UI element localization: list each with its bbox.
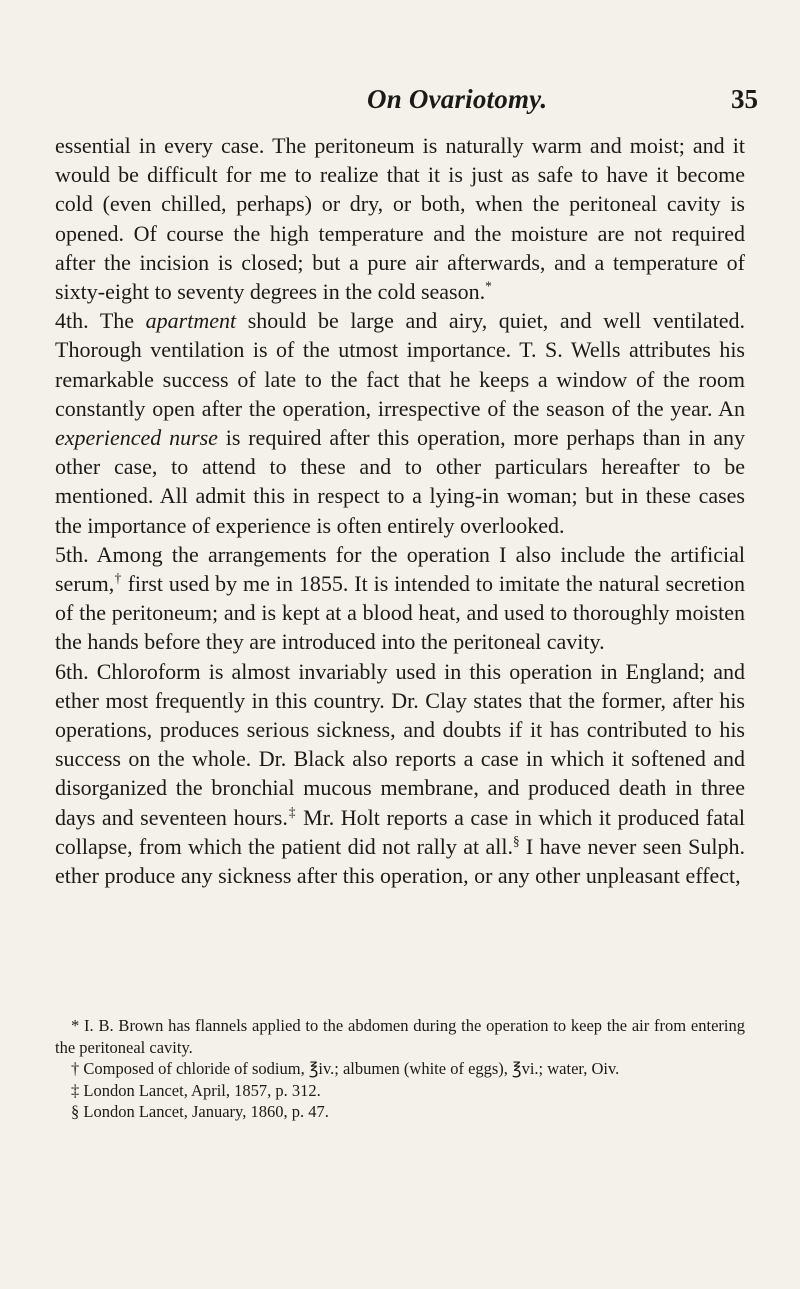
page-number: 35 (731, 84, 758, 114)
paragraph-2 (55, 306, 745, 540)
main-text (55, 131, 745, 890)
paragraph-4-text-b: Mr. Holt reports a case in which it produced fatal collapse, from which the patient did not rally at all. (55, 804, 745, 859)
paragraph-1-text: essential in every case. The peritoneum is naturally warm and moist; and it would be difficult for me to realize that it is just as safe to have it become cold (even chilled, perhaps) or dry, or both, when the peritoneal cavity is opened. Of course the high temperature and the moisture are not required after the incision is closed; but a pure air afterwards, and a temperature of sixty-eight to seventy degrees in the cold season. (55, 133, 745, 305)
paragraph-4-text-a: 6th. Chloroform is almost invariably used in this operation in England; and ether most frequently in this country. Dr. Clay states that the former, after his operations, produces serious sickness, and doubts if it has contributed to his success on the whole. Dr. Black also reports a case in which it softened and disorganized the bronchial mucous membrane, and produced death in three days and seventeen hours. (55, 658, 745, 830)
footnote-mark-3: ‡ (287, 804, 297, 820)
running-header (0, 78, 800, 118)
footnote-3: ‡ London Lancet, April, 1857, p. 312. (71, 1080, 321, 1100)
footnote-1: * I. B. Brown has flannels applied to the abdomen during the operation to keep the air from entering the peritoneal cavity. (55, 1016, 745, 1057)
paragraph-4 (55, 657, 745, 891)
paragraph-2-text-c: is required after this operation, more perhaps than in any other case, to attend to these and to other particulars hereafter to be mentioned. All admit this in respect to a lying-in woman; but in these cases the importance of experience is often entirely overlooked. (55, 425, 745, 538)
paragraph-1 (55, 131, 745, 306)
paragraph-3 (55, 540, 745, 657)
footnote-4: § London Lancet, January, 1860, p. 47. (71, 1102, 329, 1122)
emphasis-apartment: apartment (145, 308, 237, 334)
paragraph-2-text-b: should be large and airy, quiet, and well ventilated. Thorough ventilation is of the utmost importance. T. S. Wells attributes his remarkable success of late to the fact that he keeps a window of the room constantly open after the operation, irrespective of the season of the year. An (55, 308, 745, 421)
paragraph-4-text-c: I have never seen Sulph. ether produce any sickness after this operation, or any other unpleasant effect, (55, 833, 745, 889)
paragraph-3-text-a: 5th. Among the arrangements for the operation I also include the artificial serum, (55, 541, 745, 597)
footnotes (55, 1015, 745, 1123)
paragraph-2-text-a: 4th. The (55, 308, 146, 334)
paragraph-3-text-b: first used by me in 1855. It is intended to imitate the natural secretion of the peritoneum; and is kept at a blood heat, and used to thoroughly moisten the hands before they are introduced into the peritoneal cavity. (55, 571, 746, 655)
footnote-mark-1: * (485, 278, 492, 294)
footnote-mark-2: † (114, 570, 122, 586)
footnote-mark-4: § (512, 833, 520, 849)
emphasis-experienced-nurse: experienced nurse (55, 425, 218, 451)
footnote-2: † Composed of chloride of sodium, ℥iv.; albumen (white of eggs), ℥vi.; water, Oiv. (71, 1059, 620, 1079)
running-title: On Ovariotomy. (367, 84, 548, 114)
